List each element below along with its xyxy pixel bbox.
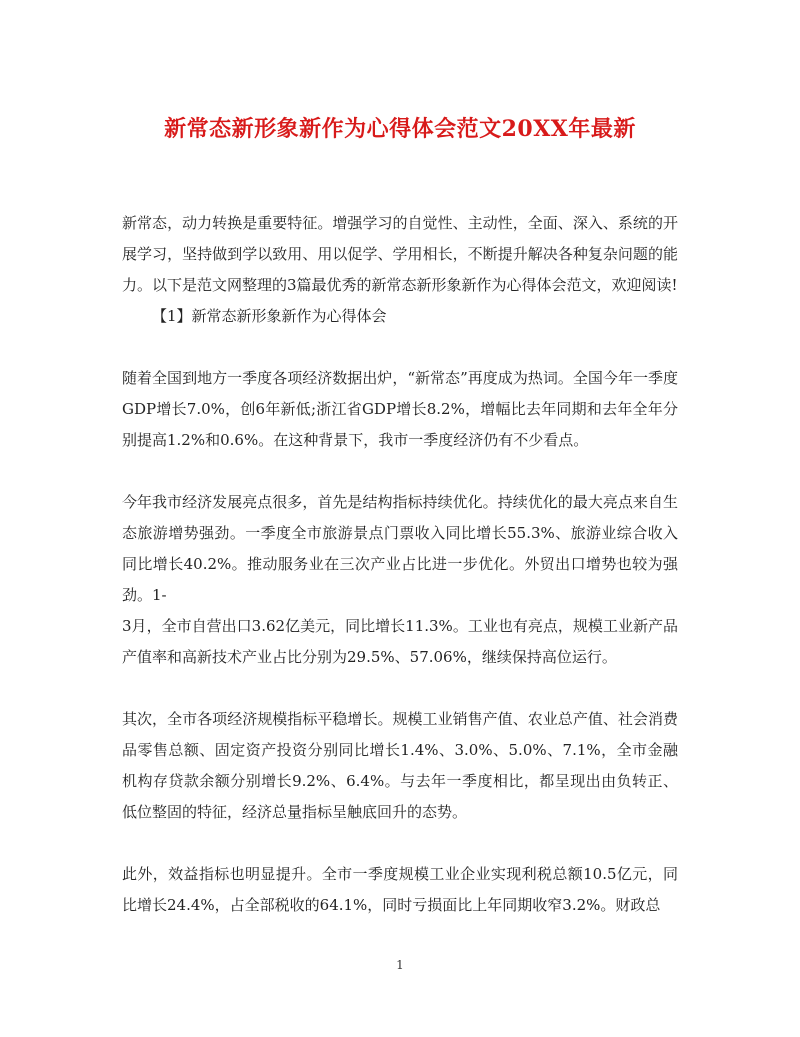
page-number: 1 — [396, 958, 404, 972]
body-paragraph: 其次，全市各项经济规模指标平稳增长。规模工业销售产值、农业总产值、社会消费品零售总额、固定资产投资分别同比增长1.4%、3.0%、5.0%、7.1%，全市金融机构存贷款余额分别增长9.2%、6.4%。与去年一季度相比，都呈现出由负转正、低位整固的特征，经济总量指标呈触底回升的态势。 — [122, 710, 678, 821]
document-body — [122, 208, 678, 921]
body-paragraph: 随着全国到地方一季度各项经济数据出炉，“新常态”再度成为热词。全国今年一季度GDP增长7.0%，创6年新低;浙江省GDP增长8.2%，增幅比去年同期和去年全年分别提高1.2%和0.6%。在这种背景下，我市一季度经济仍有不少看点。 — [122, 369, 678, 449]
body-paragraph: 此外，效益指标也明显提升。全市一季度规模工业企业实现利税总额10.5亿元，同比增长24.4%，占全部税收的64.1%，同时亏损面比上年同期收窄3.2%。财政总 — [122, 865, 678, 914]
section-heading: 【1】新常态新形象新作为心得体会 — [152, 307, 387, 325]
intro-paragraph: 新常态，动力转换是重要特征。增强学习的自觉性、主动性，全面、深入、系统的开展学习，坚持做到学以致用、用以促学、学用相长，不断提升解决各种复杂问题的能力。以下是范文网整理的3篇最优秀的新常态新形象新作为心得体会范文，欢迎阅读! — [122, 214, 678, 294]
body-paragraph: 今年我市经济发展亮点很多，首先是结构指标持续优化。持续优化的最大亮点来自生态旅游增势强劲。一季度全市旅游景点门票收入同比增长55.3%、旅游业综合收入同比增长40.2%。推动服务业在三次产业占比进一步优化。外贸出口增势也较为强劲。1- — [122, 493, 678, 604]
document-title: 新常态新形象新作为心得体会范文20XX年最新 — [164, 116, 636, 142]
body-paragraph: 3月，全市自营出口3.62亿美元，同比增长11.3%。工业也有亮点，规模工业新产品产值率和高新技术产业占比分别为29.5%、57.06%，继续保持高位运行。 — [122, 617, 678, 666]
